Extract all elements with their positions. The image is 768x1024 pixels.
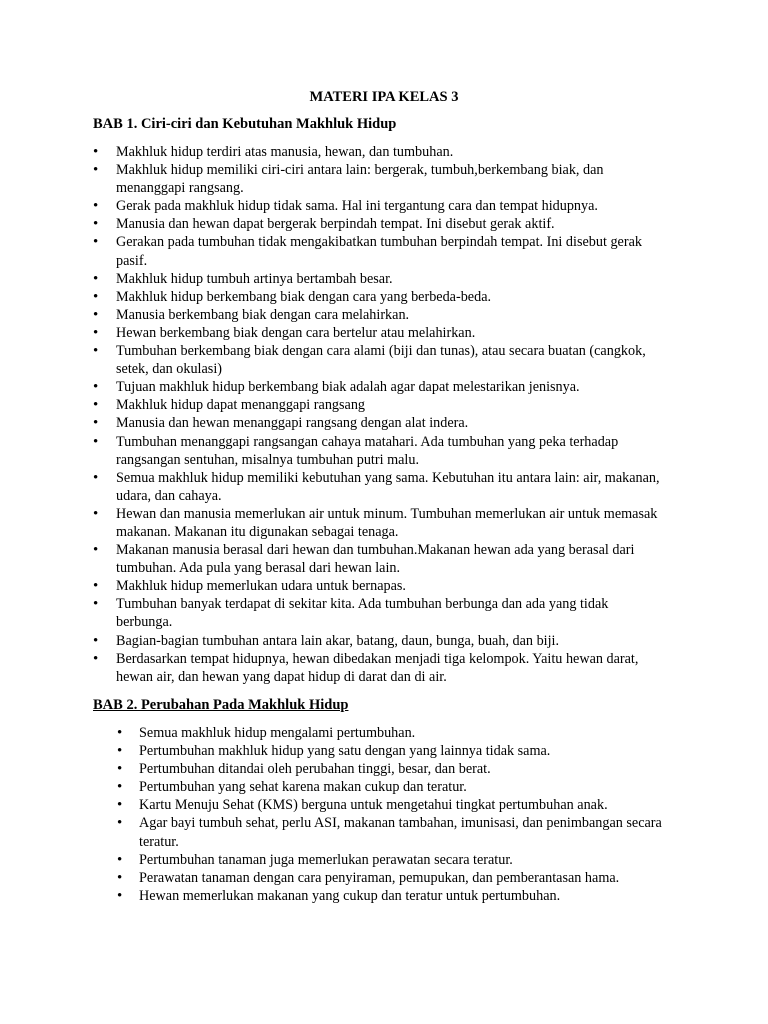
document-title: MATERI IPA KELAS 3 [309, 89, 459, 105]
list-item: • Manusia berkembang biak dengan cara melahirkan. [93, 306, 663, 324]
list-item: • Perawatan tanaman dengan cara penyiraman, pemupukan, dan pemberantasan hama. [117, 869, 673, 887]
list-item: • Tumbuhan berkembang biak dengan cara alami (biji dan tunas), atau secara buatan (cangkok, setek, dan okulasi) [93, 342, 663, 378]
list-item: • Hewan berkembang biak dengan cara bertelur atau melahirkan. [93, 324, 663, 342]
list-item: • Tumbuhan menanggapi rangsangan cahaya matahari. Ada tumbuhan yang peka terhadap rangsangan sentuhan, misalnya tumbuhan putri malu. [93, 433, 663, 469]
list-item: • Makhluk hidup dapat menanggapi rangsang [93, 396, 663, 414]
list-item: • Manusia dan hewan menanggapi rangsang dengan alat indera. [93, 414, 663, 432]
list-item: • Makhluk hidup berkembang biak dengan cara yang berbeda-beda. [93, 288, 663, 306]
list-item: • Gerakan pada tumbuhan tidak mengakibatkan tumbuhan berpindah tempat. Ini disebut gerak pasif. [93, 233, 663, 269]
chapter-1-heading: BAB 1. Ciri-ciri dan Kebutuhan Makhluk Hidup [93, 116, 397, 132]
list-item: • Hewan memerlukan makanan yang cukup dan teratur untuk pertumbuhan. [117, 887, 673, 905]
list-item: • Makanan manusia berasal dari hewan dan tumbuhan.Makanan hewan ada yang berasal dari tumbuhan. Ada pula yang berasal dari hewan lain. [93, 541, 663, 577]
list-item: • Bagian-bagian tumbuhan antara lain akar, batang, daun, bunga, buah, dan biji. [93, 632, 663, 650]
list-item: • Kartu Menuju Sehat (KMS) berguna untuk mengetahui tingkat pertumbuhan anak. [117, 796, 673, 814]
list-item: • Manusia dan hewan dapat bergerak berpindah tempat. Ini disebut gerak aktif. [93, 215, 663, 233]
list-item: • Makhluk hidup memiliki ciri-ciri antara lain: bergerak, tumbuh,berkembang biak, dan menanggapi rangsang. [93, 161, 663, 197]
chapter-2-heading: BAB 2. Perubahan Pada Makhluk Hidup [93, 697, 349, 713]
list-item: • Pertumbuhan makhluk hidup yang satu dengan yang lainnya tidak sama. [117, 742, 673, 760]
list-item: • Pertumbuhan tanaman juga memerlukan perawatan secara teratur. [117, 851, 673, 869]
list-item: • Makhluk hidup terdiri atas manusia, hewan, dan tumbuhan. [93, 143, 663, 161]
list-item: • Makhluk hidup memerlukan udara untuk bernapas. [93, 577, 663, 595]
chapter-1-list [93, 143, 663, 686]
list-item: • Pertumbuhan yang sehat karena makan cukup dan teratur. [117, 778, 673, 796]
list-item: • Hewan dan manusia memerlukan air untuk minum. Tumbuhan memerlukan air untuk memasak makanan. Makanan itu digunakan sebagai tenaga. [93, 505, 663, 541]
list-item: • Tumbuhan banyak terdapat di sekitar kita. Ada tumbuhan berbunga dan ada yang tidak berbunga. [93, 595, 663, 631]
list-item: • Semua makhluk hidup mengalami pertumbuhan. [117, 724, 673, 742]
list-item: • Berdasarkan tempat hidupnya, hewan dibedakan menjadi tiga kelompok. Yaitu hewan darat, hewan air, dan hewan yang dapat hidup di darat dan di air. [93, 650, 663, 686]
list-item: • Agar bayi tumbuh sehat, perlu ASI, makanan tambahan, imunisasi, dan penimbangan secara teratur. [117, 814, 673, 850]
list-item: • Pertumbuhan ditandai oleh perubahan tinggi, besar, dan berat. [117, 760, 673, 778]
list-item: • Semua makhluk hidup memiliki kebutuhan yang sama. Kebutuhan itu antara lain: air, makanan, udara, dan cahaya. [93, 469, 663, 505]
list-item: • Gerak pada makhluk hidup tidak sama. Hal ini tergantung cara dan tempat hidupnya. [93, 197, 663, 215]
list-item: • Makhluk hidup tumbuh artinya bertambah besar. [93, 270, 663, 288]
chapter-2-list [117, 724, 673, 905]
list-item: • Tujuan makhluk hidup berkembang biak adalah agar dapat melestarikan jenisnya. [93, 378, 663, 396]
